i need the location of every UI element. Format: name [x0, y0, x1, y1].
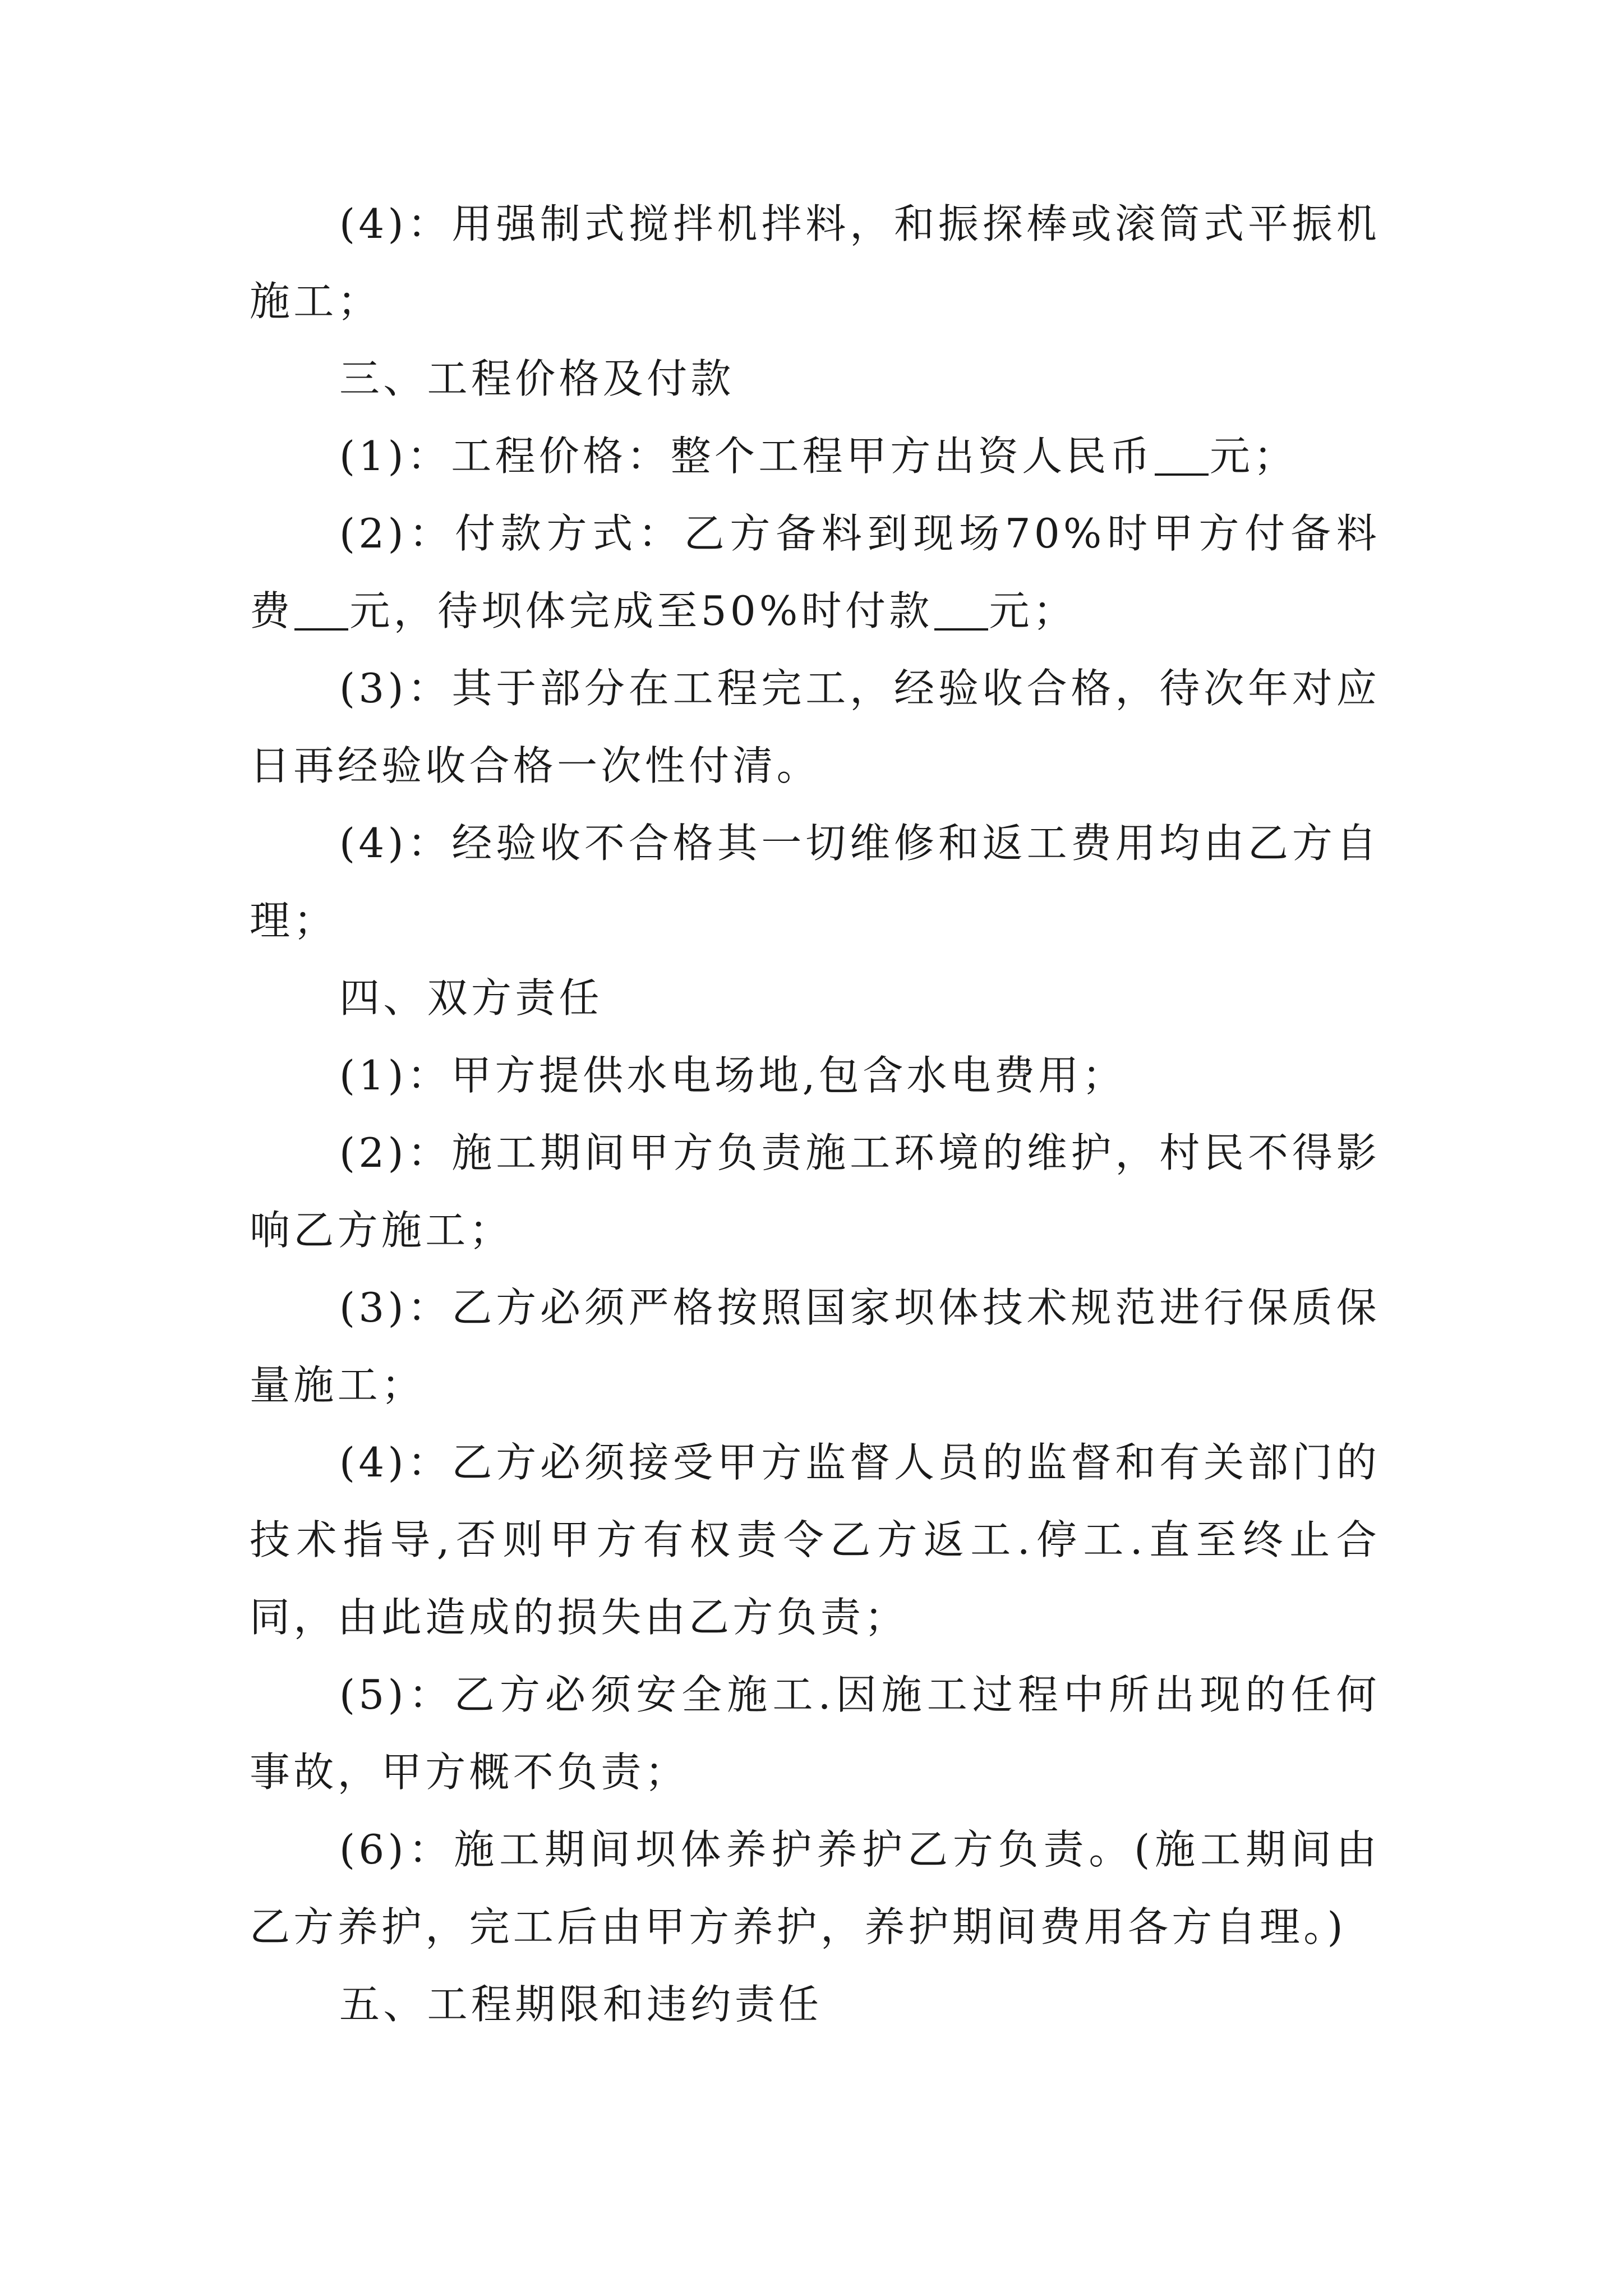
- section-heading-duration-liability: 五、工程期限和违约责任: [339, 1981, 823, 2028]
- amount-blank: [934, 588, 988, 631]
- paragraph-failed-inspection: (4)：经验收不合格其一切维修和返工费用均由乙方自理；: [250, 820, 1380, 944]
- document-page: [250, 185, 1380, 2043]
- amount-blank: [1155, 433, 1209, 476]
- paragraph-payment-method: [250, 495, 1380, 650]
- section-heading-responsibilities: 四、双方责任: [339, 974, 603, 1022]
- paragraph-text: 元；: [1210, 432, 1298, 480]
- paragraph-environment: (2)：施工期间甲方负责施工环境的维护，村民不得影响乙方施工；: [250, 1129, 1380, 1254]
- paragraph-supervision: (4)：乙方必须接受甲方监督人员的监督和有关部门的技术指导,否则甲方有权责令乙方返工.停工.直至终止合同，由此造成的损失由乙方负责；: [250, 1439, 1380, 1641]
- paragraph-safety: (5)：乙方必须安全施工.因施工过程中所出现的任何事故，甲方概不负责；: [250, 1671, 1380, 1796]
- paragraph-utilities: (1)：甲方提供水电场地,包含水电费用；: [339, 1052, 1126, 1099]
- paragraph-text: (2)：付款方式：乙方备料到现场70%时甲方付备料费: [250, 510, 1380, 634]
- paragraph-text: 元；: [989, 587, 1077, 634]
- paragraph-project-price: [250, 417, 1380, 495]
- section-heading-price-payment: 三、工程价格及付款: [339, 355, 735, 402]
- amount-blank: [294, 588, 348, 631]
- paragraph-maintenance: (6)：施工期间坝体养护养护乙方负责。(施工期间由乙方养护，完工后由甲方养护，养护期间费用各方自理。): [250, 1826, 1380, 1950]
- paragraph-quality: (3)：乙方必须严格按照国家坝体技术规范进行保质保量施工；: [250, 1284, 1380, 1409]
- paragraph-remaining-payment: (3)：其于部分在工程完工，经验收合格，待次年对应日再经验收合格一次性付清。: [250, 665, 1380, 789]
- paragraph-mixing-method: (4)：用强制式搅拌机拌料，和振探棒或滚筒式平振机施工；: [250, 200, 1380, 325]
- paragraph-text: 元，待坝体完成至50%时付款: [349, 587, 933, 634]
- paragraph-text: (1)：工程价格：整个工程甲方出资人民币: [339, 432, 1154, 480]
